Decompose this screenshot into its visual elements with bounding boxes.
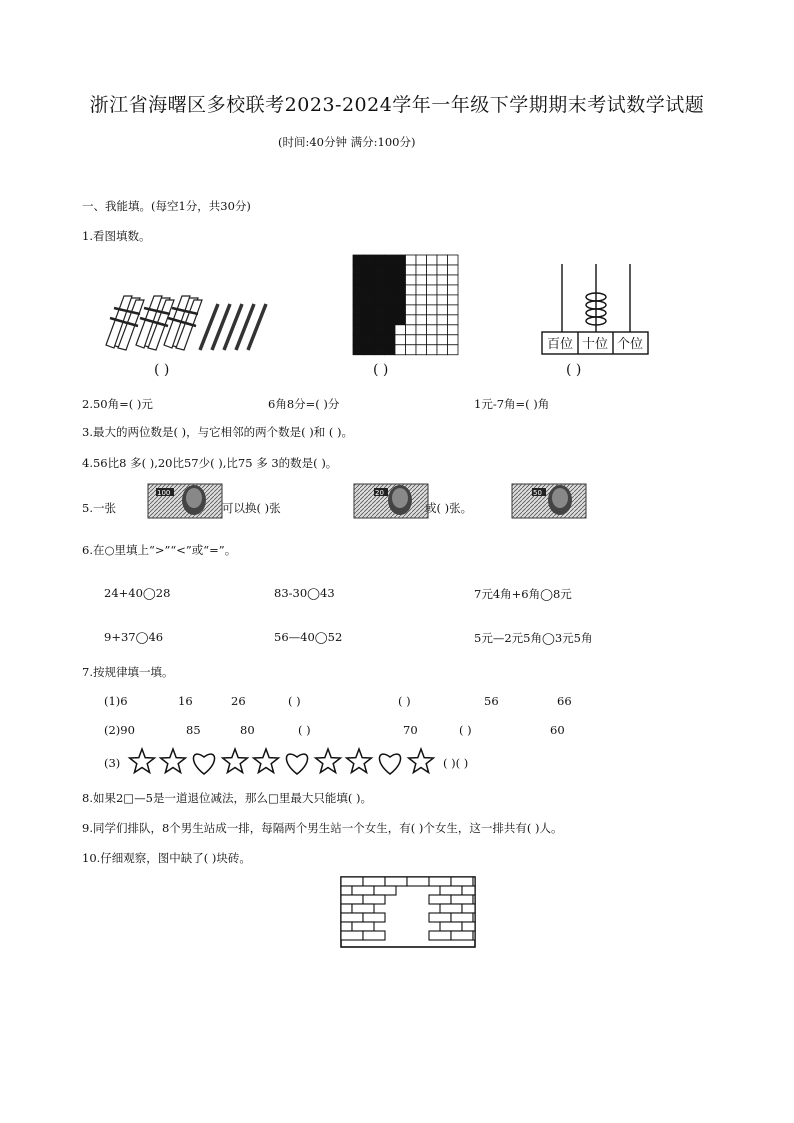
brick xyxy=(451,931,473,940)
seq3-label: (3) xyxy=(104,756,121,770)
grid-cell xyxy=(385,325,396,335)
heart-shape xyxy=(193,754,214,774)
seq2-item: 80 xyxy=(240,723,255,737)
grid-cell xyxy=(353,325,364,335)
grid-cell xyxy=(364,315,375,325)
grid-cell xyxy=(416,265,427,275)
brick xyxy=(341,877,363,886)
seq1-item: 16 xyxy=(178,694,193,708)
grid-cell xyxy=(353,265,364,275)
grid-cell xyxy=(448,315,459,325)
heart-shape xyxy=(379,754,400,774)
brick xyxy=(429,931,451,940)
grid-cell xyxy=(364,335,375,345)
compare-6: 5元—2元5角◯3元5角 xyxy=(474,631,593,645)
grid-cell xyxy=(374,255,385,265)
grid-cell xyxy=(427,315,438,325)
question-5-mid: 可以换( )张 xyxy=(222,501,281,515)
grid-cell xyxy=(406,255,417,265)
brick-wall-figure xyxy=(340,876,476,948)
question-2b: 6角8分=( )分 xyxy=(268,397,340,411)
grid-cell xyxy=(364,255,375,265)
brick xyxy=(429,913,451,922)
brick xyxy=(473,931,475,940)
grid-cell xyxy=(374,295,385,305)
q1-blank-sticks[interactable]: ( ) xyxy=(154,362,170,378)
grid-cell xyxy=(395,265,406,275)
grid-cell xyxy=(385,335,396,345)
grid-cell xyxy=(416,275,427,285)
seq2-item: 60 xyxy=(550,723,565,737)
grid-cell xyxy=(406,275,417,285)
hundred-grid-figure xyxy=(353,255,463,355)
grid-cell xyxy=(416,295,427,305)
grid-cell xyxy=(406,265,417,275)
brick xyxy=(440,904,462,913)
banknote-50-image xyxy=(510,480,588,522)
question-1: 1.看图填数。 xyxy=(82,229,151,243)
grid-cell xyxy=(416,345,427,355)
grid-cell xyxy=(374,335,385,345)
grid-cell xyxy=(406,295,417,305)
brick xyxy=(429,877,451,886)
brick xyxy=(462,904,475,913)
brick xyxy=(451,877,473,886)
seq2-item: 85 xyxy=(186,723,201,737)
banknote-50-value: 50 xyxy=(533,489,542,497)
abacus-label-ones: 个位 xyxy=(616,337,643,352)
brick xyxy=(341,913,363,922)
grid-cell xyxy=(437,325,448,335)
grid-cell xyxy=(364,345,375,355)
grid-cell xyxy=(427,305,438,315)
compare-2: 83-30◯43 xyxy=(274,586,335,600)
grid-cell xyxy=(364,295,375,305)
brick xyxy=(341,922,352,931)
compare-1: 24+40◯28 xyxy=(104,586,171,600)
grid-cell xyxy=(427,265,438,275)
star-shape xyxy=(130,749,155,773)
grid-cell xyxy=(385,285,396,295)
grid-cell xyxy=(448,275,459,285)
banknote-20-value: 20 xyxy=(375,489,384,497)
seq2-blank[interactable]: ( ) xyxy=(459,723,472,737)
banknote-100-image xyxy=(146,480,224,522)
brick xyxy=(407,877,429,886)
grid-cell xyxy=(374,275,385,285)
grid-cell xyxy=(353,315,364,325)
compare-5: 56—40◯52 xyxy=(274,630,343,644)
grid-cell xyxy=(437,285,448,295)
exam-subtitle: (时间:40分钟 满分:100分) xyxy=(278,135,416,149)
brick xyxy=(363,931,385,940)
stick-bundles-figure xyxy=(100,290,270,360)
grid-cell xyxy=(406,345,417,355)
grid-cell xyxy=(374,315,385,325)
brick xyxy=(352,922,374,931)
question-10: 10.仔细观察，图中缺了( )块砖。 xyxy=(82,851,251,865)
grid-cell xyxy=(406,335,417,345)
grid-cell xyxy=(364,325,375,335)
grid-cell xyxy=(437,265,448,275)
grid-cell xyxy=(448,335,459,345)
seq2-item: (2)90 xyxy=(104,723,135,737)
brick xyxy=(473,913,475,922)
grid-cell xyxy=(353,335,364,345)
grid-cell xyxy=(448,325,459,335)
grid-cell xyxy=(406,315,417,325)
star-shape xyxy=(254,749,279,773)
brick xyxy=(341,904,352,913)
grid-cell xyxy=(385,315,396,325)
grid-cell xyxy=(448,285,459,295)
brick xyxy=(374,886,396,895)
brick xyxy=(473,895,475,904)
star-shape xyxy=(347,749,372,773)
grid-cell xyxy=(437,305,448,315)
seq2-blank[interactable]: ( ) xyxy=(298,723,311,737)
brick xyxy=(440,922,462,931)
brick xyxy=(363,895,385,904)
grid-cell xyxy=(406,285,417,295)
grid-cell xyxy=(416,325,427,335)
grid-cell xyxy=(448,265,459,275)
grid-cell xyxy=(427,335,438,345)
abacus-label-hundreds: 百位 xyxy=(546,337,573,352)
brick xyxy=(341,895,363,904)
q1-blank-grid[interactable]: ( ) xyxy=(373,362,389,378)
grid-cell xyxy=(353,345,364,355)
brick xyxy=(352,904,374,913)
grid-cell xyxy=(406,325,417,335)
compare-4: 9+37◯46 xyxy=(104,630,164,644)
grid-cell xyxy=(437,295,448,305)
grid-cell xyxy=(364,285,375,295)
grid-cell xyxy=(437,315,448,325)
seq1-blank[interactable]: ( ) xyxy=(288,694,301,708)
seq2-item: 70 xyxy=(403,723,418,737)
brick xyxy=(341,886,352,895)
grid-cell xyxy=(353,285,364,295)
grid-cell xyxy=(427,325,438,335)
grid-cell xyxy=(374,265,385,275)
brick xyxy=(451,913,473,922)
brick xyxy=(462,922,475,931)
grid-cell xyxy=(416,335,427,345)
grid-cell xyxy=(385,275,396,285)
question-3: 3.最大的两位数是( )，与它相邻的两个数是( )和 ( )。 xyxy=(82,425,354,439)
grid-cell xyxy=(437,345,448,355)
brick xyxy=(385,877,407,886)
brick xyxy=(440,886,462,895)
grid-cell xyxy=(374,325,385,335)
grid-cell xyxy=(395,325,406,335)
abacus-label-tens: 十位 xyxy=(581,337,608,352)
grid-cell xyxy=(385,255,396,265)
question-9: 9.同学们排队，8个男生站成一排，每隔两个男生站一个女生，有( )个女生，这一排共有( )人。 xyxy=(82,821,563,835)
grid-cell xyxy=(437,255,448,265)
question-8: 8.如果2□—5是一道退位减法，那么□里最大只能填( )。 xyxy=(82,791,372,805)
grid-cell xyxy=(395,305,406,315)
grid-cell xyxy=(427,275,438,285)
grid-cell xyxy=(395,255,406,265)
grid-cell xyxy=(364,265,375,275)
seq1-item: 66 xyxy=(557,694,572,708)
brick xyxy=(352,886,374,895)
grid-cell xyxy=(427,295,438,305)
grid-cell xyxy=(353,305,364,315)
star-shape xyxy=(316,749,341,773)
banknote-100-value: 100 xyxy=(157,489,171,497)
grid-cell xyxy=(385,265,396,275)
question-5-end: 或( )张。 xyxy=(425,501,473,515)
grid-cell xyxy=(374,305,385,315)
grid-cell xyxy=(395,275,406,285)
grid-cell xyxy=(395,335,406,345)
brick xyxy=(462,886,475,895)
grid-cell xyxy=(427,285,438,295)
grid-cell xyxy=(395,295,406,305)
grid-cell xyxy=(416,315,427,325)
brick xyxy=(451,895,473,904)
question-2a: 2.50角=( )元 xyxy=(82,397,153,411)
brick xyxy=(429,895,451,904)
star-shape xyxy=(161,749,186,773)
grid-cell xyxy=(416,285,427,295)
seq1-item: 56 xyxy=(484,694,499,708)
grid-cell xyxy=(448,305,459,315)
question-6: 6.在○里填上“>”“<”或“=”。 xyxy=(82,543,237,557)
grid-cell xyxy=(374,345,385,355)
seq1-item: 26 xyxy=(231,694,246,708)
grid-cell xyxy=(395,285,406,295)
page-title: 浙江省海曙区多校联考2023-2024学年一年级下学期期末考试数学试题 xyxy=(89,94,705,116)
compare-3: 7元4角+6角◯8元 xyxy=(474,587,572,601)
brick xyxy=(363,877,385,886)
grid-cell xyxy=(385,305,396,315)
grid-cell xyxy=(395,315,406,325)
grid-cell xyxy=(448,295,459,305)
question-2c: 1元-7角=( )角 xyxy=(474,397,550,411)
grid-cell xyxy=(385,295,396,305)
brick xyxy=(473,877,475,886)
grid-cell xyxy=(364,275,375,285)
heart-shape xyxy=(286,754,307,774)
grid-cell xyxy=(364,305,375,315)
grid-cell xyxy=(427,255,438,265)
grid-cell xyxy=(353,275,364,285)
q1-blank-abacus[interactable]: ( ) xyxy=(566,362,582,378)
grid-cell xyxy=(427,345,438,355)
section-heading: 一、我能填。(每空1分，共30分) xyxy=(82,199,251,213)
banknote-20-image xyxy=(352,480,430,522)
seq1-blank[interactable]: ( ) xyxy=(398,694,411,708)
grid-cell xyxy=(448,345,459,355)
grid-cell xyxy=(374,285,385,295)
brick xyxy=(341,931,363,940)
question-5-start: 5.一张 xyxy=(82,501,116,515)
grid-cell xyxy=(416,255,427,265)
grid-cell xyxy=(437,335,448,345)
shape-pattern-figure xyxy=(128,748,458,778)
star-shape xyxy=(223,749,248,773)
star-shape xyxy=(409,749,434,773)
question-7: 7.按规律填一填。 xyxy=(82,665,174,679)
grid-cell xyxy=(406,305,417,315)
question-4: 4.56比8 多( ),20比57少( ),比75 多 3的数是( )。 xyxy=(82,456,338,470)
grid-cell xyxy=(385,345,396,355)
brick xyxy=(363,913,385,922)
seq3-blanks[interactable]: ( )( ) xyxy=(443,756,469,770)
grid-cell xyxy=(353,295,364,305)
grid-cell xyxy=(448,255,459,265)
grid-cell xyxy=(353,255,364,265)
seq1-item: (1)6 xyxy=(104,694,128,708)
grid-cell xyxy=(395,345,406,355)
grid-cell xyxy=(416,305,427,315)
grid-cell xyxy=(437,275,448,285)
